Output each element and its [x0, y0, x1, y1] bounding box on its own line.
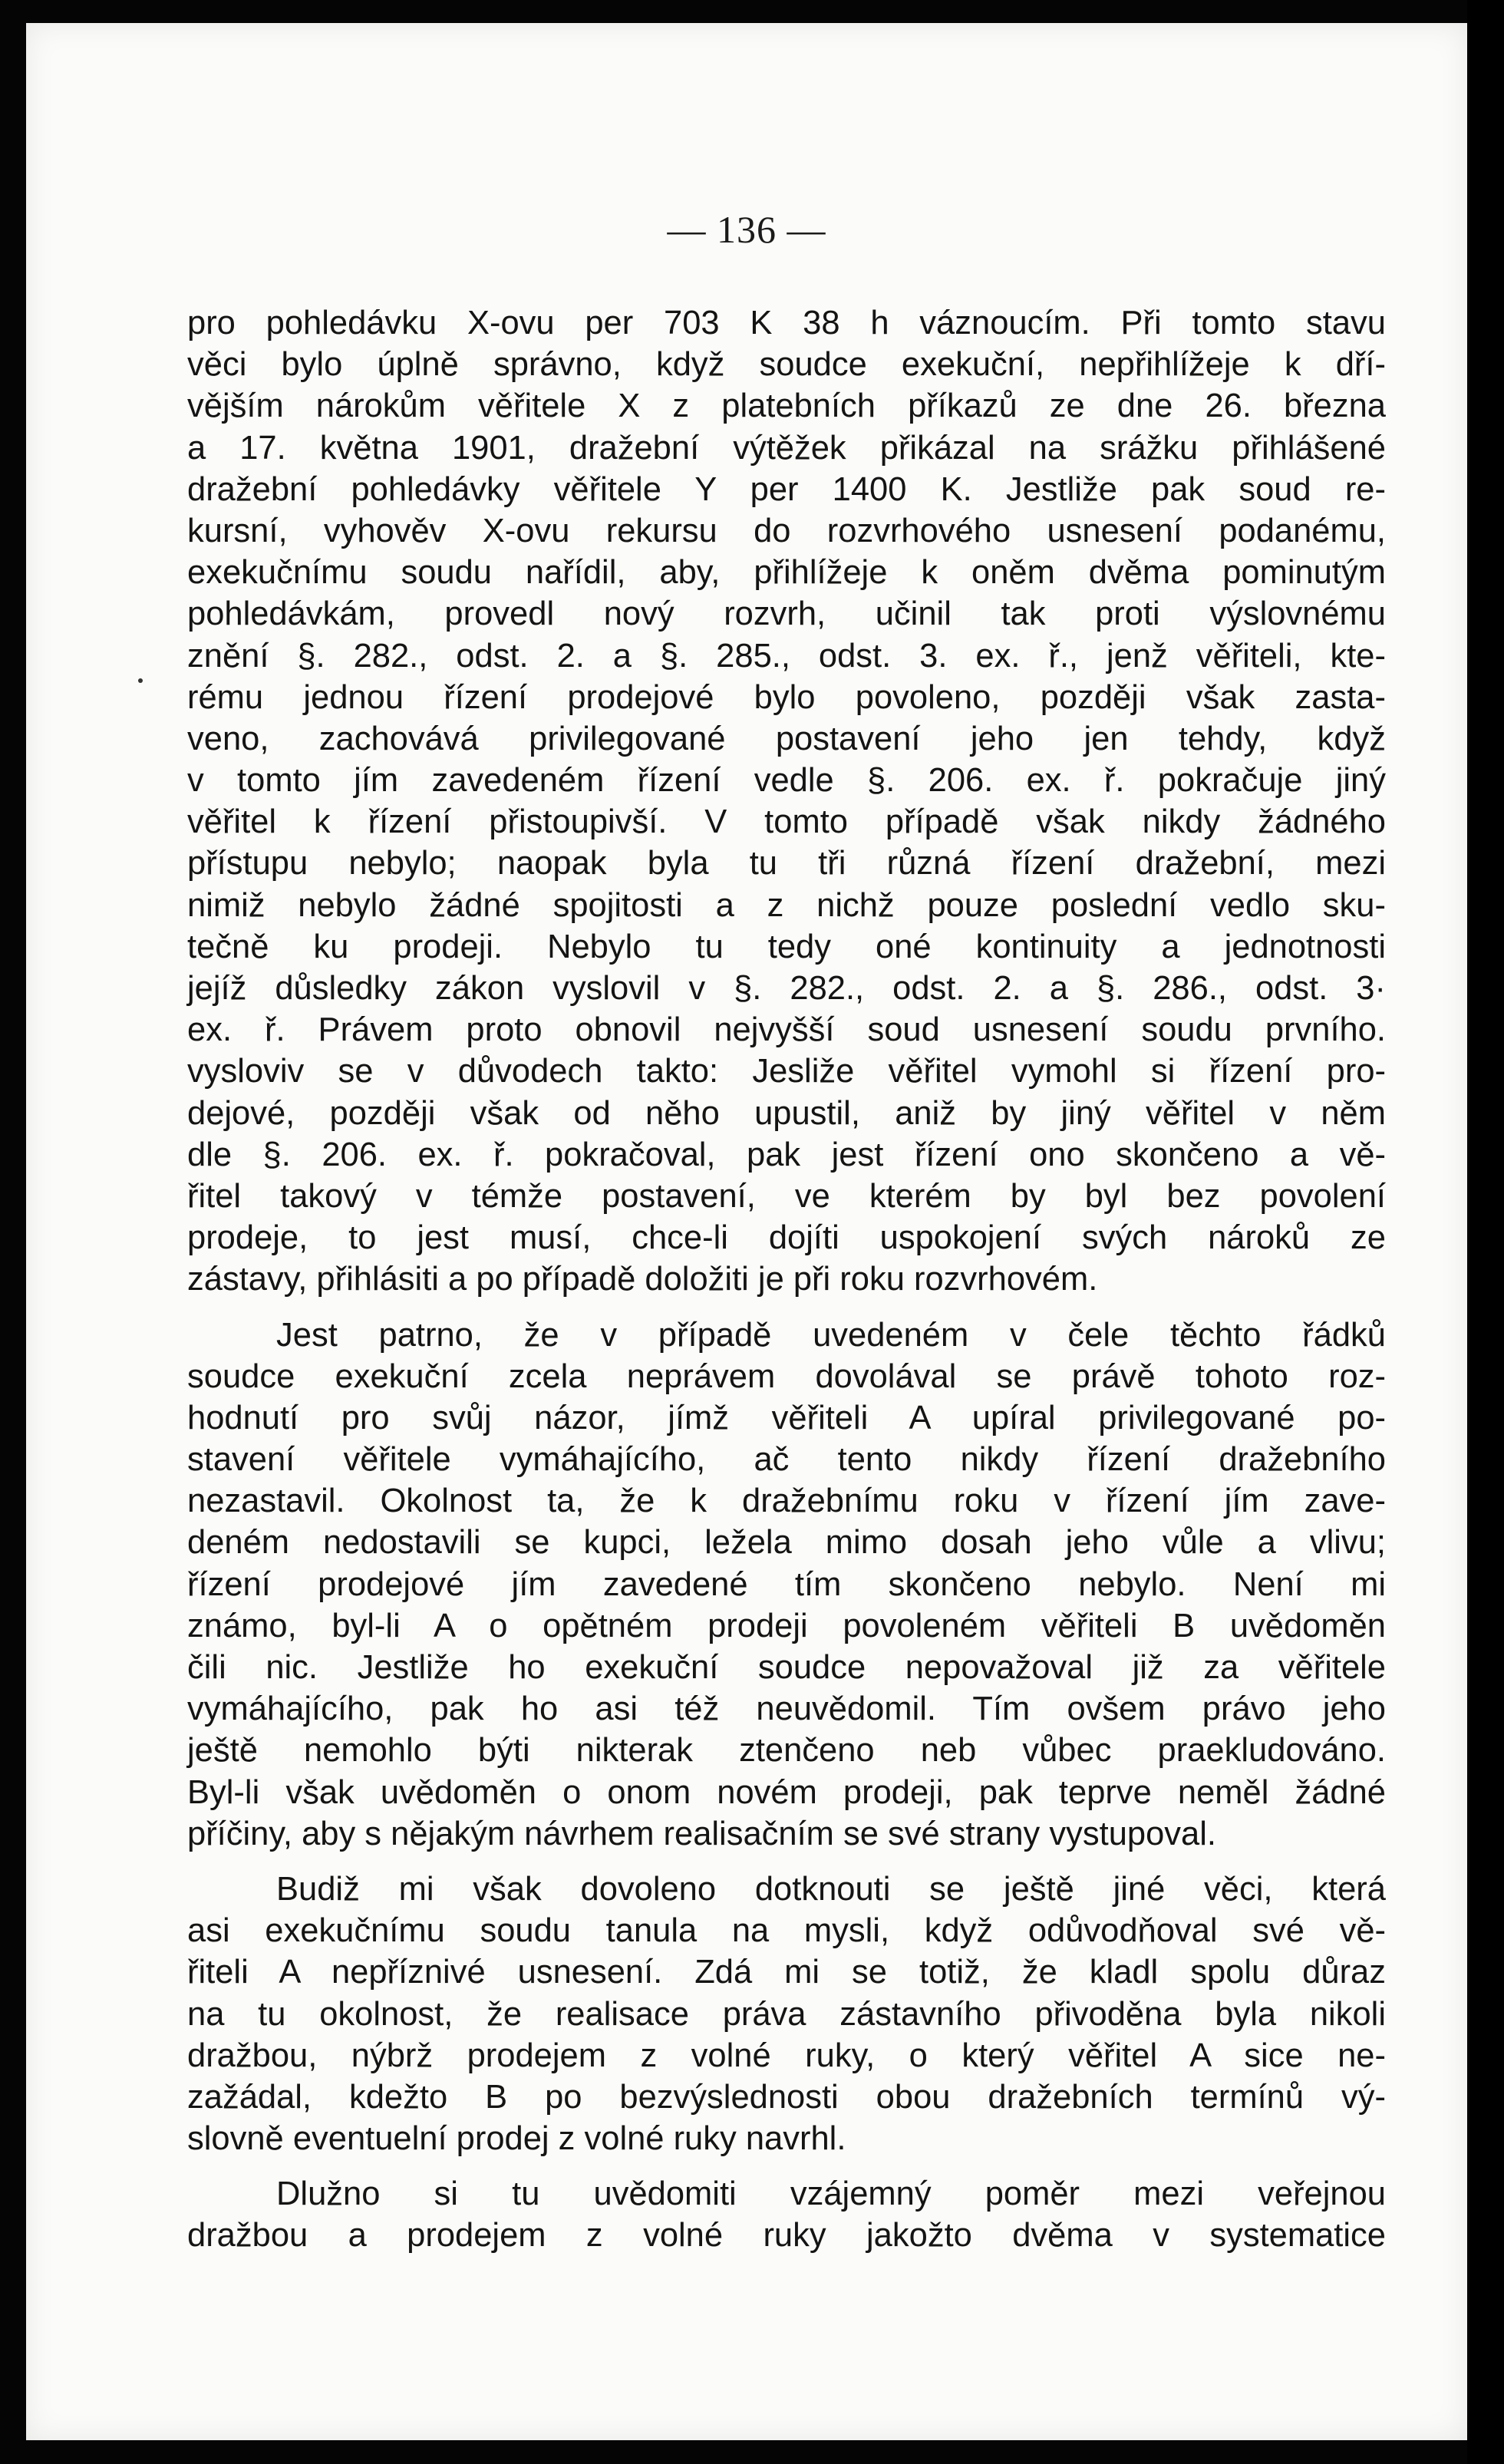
paragraph-gap [187, 1301, 1386, 1314]
text-line: asi exekučnímu soudu tanula na mysli, když odůvodňoval své vě- [187, 1912, 1386, 1950]
text-line: ex. ř. Právem proto obnovil nejvyšší soud usnesení soudu prvního. [187, 1011, 1386, 1049]
text-line: řiteli A nepříznivé usnesení. Zdá mi se totiž, že kladl spolu důraz [187, 1954, 1386, 1991]
text-line: kursní, vyhověv X-ovu rekursu do rozvrhového usnesení podanému, [187, 512, 1386, 549]
paragraph-gap [187, 2159, 1386, 2173]
text-line: dražbou, nýbrž prodejem z volné ruky, o který věřitel A sice ne- [187, 2037, 1386, 2074]
text-line: vějším nárokům věřitele X z platebních příkazů ze dne 26. března [187, 388, 1386, 425]
text-line: pro pohledávku X-ovu per 703 K 38 h váznoucím. Při tomto stavu [187, 305, 1386, 341]
text-line: jejíž důsledky zákon vyslovil v §. 282., odst. 2. a §. 286., odst. 3· [187, 970, 1386, 1007]
text-line: znění §. 282., odst. 2. a §. 285., odst. 3. ex. ř., jenž věřiteli, kte- [187, 637, 1386, 675]
text-line: vymáhajícího, pak ho asi též neuvědomil. Tím ovšem právo jeho [187, 1690, 1386, 1728]
text-line: rému jednou řízení prodejové bylo povoleno, později však zasta- [187, 678, 1386, 716]
text-line: dle §. 206. ex. ř. pokračoval, pak jest řízení ono skončeno a vě- [187, 1136, 1386, 1173]
text-line: nimiž nebylo žádné spojitosti a z nichž pouze poslední vedlo sku- [187, 886, 1386, 924]
page-number: — 136 — [667, 208, 826, 251]
text-line: pohledávkám, provedl nový rozvrh, učinil tak proti výslovnému [187, 595, 1386, 633]
text-line: Byl-li však uvědoměn o onom novém prodeji, pak teprve neměl žádné [187, 1773, 1386, 1811]
text-line: řízení prodejové jím zavedené tím skončeno nebylo. Není mi [187, 1565, 1386, 1603]
text-line: dražbou a prodejem z volné ruky jakožto dvěma v systematice [187, 2217, 1386, 2255]
text-line: nezastavil. Okolnost ta, že k dražebnímu roku v řízení jím zave- [187, 1483, 1386, 1520]
text-line: dejové, později však od něho upustil, aniž by jiný věřitel v něm [187, 1094, 1386, 1132]
text-line: zažádal, kdežto B po bezvýslednosti obou dražebních termínů vý- [187, 2078, 1386, 2116]
margin-mark [138, 678, 143, 683]
text-line: dražební pohledávky věřitele Y per 1400 K. Jestliže pak soud re- [187, 470, 1386, 508]
text-line: hodnutí pro svůj názor, jímž věřiteli A upíral privilegované po- [187, 1399, 1386, 1437]
text-line: na tu okolnost, že realisace práva zástavního přivoděna byla nikoli [187, 1995, 1386, 2033]
paragraph [187, 1869, 1386, 2159]
paragraph [187, 2173, 1386, 2256]
text-line: vysloviv se v důvodech takto: Jesliže věřitel vymohl si řízení pro- [187, 1053, 1386, 1090]
text-line: zástavy, přihlásiti a po případě doložiti je při roku rozvrhovém. [187, 1261, 1098, 1298]
text-line: tečně ku prodeji. Nebylo tu tedy oné kontinuity a jednotnosti [187, 928, 1386, 965]
text-line: soudce exekuční zcela neprávem dovolával se právě tohoto roz- [187, 1357, 1386, 1395]
text-line: stavení věřitele vymáhajícího, ač tento nikdy řízení dražebního [187, 1441, 1386, 1479]
paragraph-gap [187, 1855, 1386, 1869]
text-line: Dlužno si tu uvědomiti vzájemný poměr mezi veřejnou [276, 2175, 1386, 2213]
scan-edge [1467, 0, 1504, 2464]
text-line: exekučnímu soudu nařídil, aby, přihlížeje k oněm dvěma pominutým [187, 554, 1386, 592]
text-line: ještě nemohlo býti nikterak ztenčeno neb vůbec praekludováno. [187, 1732, 1386, 1770]
text-line: prodeje, to jest musí, chce-li dojíti uspokojení svých nároků ze [187, 1219, 1386, 1257]
text-line: veno, zachovává privilegované postavení jeho jen tehdy, když [187, 720, 1386, 757]
text-line: a 17. května 1901, dražební výtěžek přikázal na srážku přihlášené [187, 429, 1386, 467]
text-line: známo, byl-li A o opětném prodeji povoleném věřiteli B uvědoměn [187, 1607, 1386, 1644]
text-line: věřitel k řízení přistoupivší. V tomto případě však nikdy žádného [187, 803, 1386, 841]
text-line: Budiž mi však dovoleno dotknouti se ještě jiné věci, která [276, 1870, 1386, 1908]
paragraph [187, 1314, 1386, 1855]
text-line: v tomto jím zavedeném řízení vedle §. 206. ex. ř. pokračuje jiný [187, 762, 1386, 800]
text-line: řitel takový v témže postavení, ve kterém by byl bez povolení [187, 1177, 1386, 1215]
text-line: čili nic. Jestliže ho exekuční soudce nepovažoval již za věřitele [187, 1649, 1386, 1686]
paragraph [187, 302, 1386, 1301]
text-line: slovně eventuelní prodej z volné ruky navrhl. [187, 2120, 846, 2158]
text-line: příčiny, aby s nějakým návrhem realisačním se své strany vystupoval. [187, 1815, 1216, 1852]
body-text [187, 302, 1386, 2257]
text-line: přístupu nebylo; naopak byla tu tři různá řízení dražební, mezi [187, 845, 1386, 882]
text-line: Jest patrno, že v případě uvedeném v čele těchto řádků [276, 1316, 1386, 1354]
text-line: deném nedostavili se kupci, ležela mimo dosah jeho vůle a vlivu; [187, 1524, 1386, 1562]
text-line: věci bylo úplně správno, když soudce exekuční, nepřihlížeje k dří- [187, 346, 1386, 384]
